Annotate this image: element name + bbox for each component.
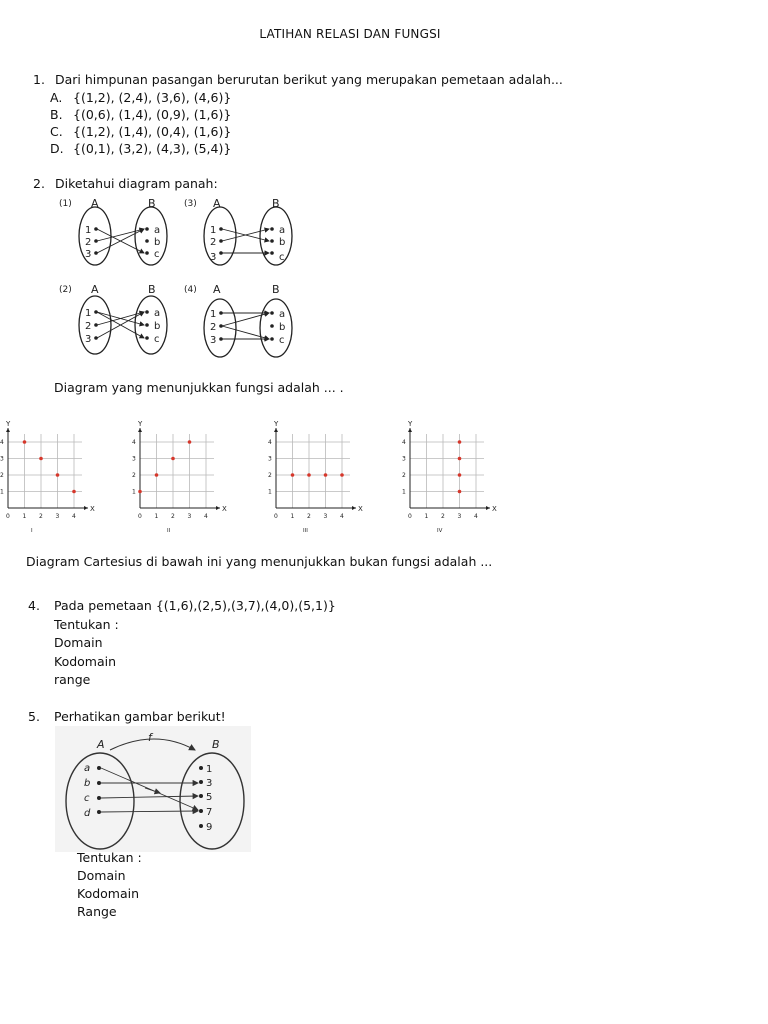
b-item: a: [154, 308, 161, 319]
q4-number: 4.: [28, 598, 40, 613]
arrow-diagram-1: [59, 197, 167, 265]
tick-label: 2: [268, 472, 272, 479]
cartesian-graph-4: [402, 420, 497, 534]
b-item: c: [154, 334, 160, 345]
b-item: c: [279, 252, 285, 263]
q1-option-c: {(1,2), (1,4), (0,4), (1,6)}: [73, 124, 232, 139]
graph-label: I: [31, 528, 33, 534]
a-item: 3: [210, 335, 217, 346]
q1-option-d-label: D.: [50, 141, 64, 156]
b-item: 1: [206, 764, 213, 775]
cartesian-graph-2: [132, 420, 227, 534]
tick-label: 4: [0, 439, 4, 446]
q2-text: Diketahui diagram panah:: [55, 176, 218, 191]
q1-option-b-label: B.: [50, 107, 63, 122]
function-figure: [55, 726, 251, 852]
b-item: a: [279, 225, 286, 236]
tick-label: 3: [268, 455, 272, 463]
q1-text: Dari himpunan pasangan berurutan berikut yang merupakan pemetaan adalah...: [55, 72, 563, 87]
tick-label: 2: [307, 513, 311, 520]
q3-question: Diagram Cartesius di bawah ini yang menunjukkan bukan fungsi adalah ...: [26, 554, 493, 569]
a-item: d: [84, 808, 91, 819]
tick-label: 2: [171, 513, 175, 520]
tick-label: 2: [132, 472, 136, 479]
tick-label: 2: [39, 513, 43, 520]
data-point: [188, 440, 192, 444]
q5-line: Kodomain: [77, 886, 140, 901]
tick-label: 4: [474, 513, 478, 520]
b-item: b: [279, 322, 286, 333]
set-b-label: B: [272, 197, 280, 210]
a-item: b: [84, 778, 91, 789]
tick-label: 0: [274, 513, 278, 520]
b-item: b: [154, 321, 161, 332]
data-point: [39, 457, 43, 461]
diagram-label: (2): [59, 285, 72, 295]
data-point: [458, 490, 462, 494]
q5-line: Range: [77, 904, 117, 919]
b-item: a: [154, 225, 161, 236]
axis-y-label: Y: [6, 420, 11, 428]
a-item: a: [84, 763, 91, 774]
a-item: 3: [85, 249, 92, 260]
a-item: c: [84, 793, 90, 804]
q4-text: Pada pemetaan {(1,6),(2,5),(3,7),(4,0),(5,1)}: [54, 598, 336, 613]
b-item: 9: [206, 822, 213, 833]
tick-label: 1: [22, 513, 27, 520]
q4-line: Kodomain: [54, 654, 117, 669]
arrow-diagrams: [55, 192, 305, 364]
q4-line: range: [54, 672, 91, 687]
tick-label: 1: [290, 513, 295, 520]
a-item: 1: [85, 308, 92, 319]
b-item: b: [154, 237, 161, 248]
tick-label: 1: [132, 488, 136, 496]
arrow-diagram-2: [59, 283, 167, 354]
data-point: [307, 473, 311, 477]
tick-label: 0: [138, 513, 142, 520]
a-item: 2: [210, 237, 217, 248]
q1-option-a-label: A.: [50, 90, 63, 105]
a-item: 2: [85, 321, 92, 332]
data-point: [155, 473, 159, 477]
axis-y-label: Y: [274, 420, 279, 428]
data-point: [72, 490, 76, 494]
axis-x-label: X: [492, 505, 497, 513]
tick-label: 3: [55, 513, 60, 520]
data-point: [291, 473, 295, 477]
cartesian-graph-3: [268, 420, 363, 534]
axis-y-label: Y: [408, 420, 413, 428]
q1-option-d: {(0,1), (3,2), (4,3), (5,4)}: [73, 141, 232, 156]
b-item: 5: [206, 792, 213, 803]
tick-label: 2: [402, 472, 406, 479]
data-point: [56, 473, 60, 477]
set-a-label: A: [91, 197, 99, 210]
cartesian-graph-1: [0, 420, 95, 534]
q5-text: Perhatikan gambar berikut!: [54, 709, 226, 724]
tick-label: 3: [132, 455, 136, 463]
b-item: a: [279, 309, 286, 320]
set-a-label: A: [91, 283, 99, 296]
axis-x-label: X: [90, 505, 95, 513]
q1-option-c-label: C.: [50, 124, 63, 139]
tick-label: 1: [154, 513, 159, 520]
q4-line: Domain: [54, 635, 103, 650]
diagram-label: (1): [59, 199, 72, 209]
a-item: 1: [210, 225, 217, 236]
tick-label: 1: [424, 513, 429, 520]
tick-label: 1: [0, 488, 4, 496]
a-item: 1: [85, 225, 92, 236]
q1-number: 1.: [33, 72, 45, 87]
q1-option-b: {(0,6), (1,4), (0,9), (1,6)}: [73, 107, 232, 122]
tick-label: 4: [268, 439, 272, 446]
b-item: 7: [206, 807, 213, 818]
q5-line: Domain: [77, 868, 126, 883]
cartesian-graphs: [0, 420, 520, 538]
set-b-label: B: [272, 283, 280, 296]
tick-label: 4: [132, 439, 136, 446]
axis-y-label: Y: [138, 420, 143, 428]
tick-label: 4: [402, 439, 406, 446]
tick-label: 0: [408, 513, 412, 520]
arrow-diagram-3: [184, 197, 292, 265]
tick-label: 2: [441, 513, 445, 520]
a-item: 2: [85, 237, 92, 248]
set-a-label: A: [213, 197, 221, 210]
page-title: LATIHAN RELASI DAN FUNGSI: [259, 27, 441, 41]
q5-number: 5.: [28, 709, 40, 724]
a-item: 1: [210, 309, 217, 320]
axis-x-label: X: [358, 505, 363, 513]
arrow-diagram-4: [184, 283, 292, 357]
tick-label: 1: [402, 488, 406, 496]
data-point: [458, 440, 462, 444]
tick-label: 2: [0, 472, 4, 479]
a-item: 3: [210, 252, 217, 263]
set-b-label: B: [212, 738, 220, 751]
tick-label: 1: [268, 488, 272, 496]
diagram-label: (4): [184, 285, 197, 295]
set-a-label: A: [97, 738, 105, 751]
q2-number: 2.: [33, 176, 45, 191]
q4-line: Tentukan :: [54, 617, 119, 632]
tick-label: 3: [402, 455, 406, 463]
tick-label: 3: [187, 513, 192, 520]
tick-label: 4: [340, 513, 344, 520]
data-point: [340, 473, 344, 477]
diagram-label: (3): [184, 199, 197, 209]
graph-label: II: [167, 528, 171, 534]
tick-label: 4: [204, 513, 208, 520]
data-point: [23, 440, 27, 444]
a-item: 3: [85, 334, 92, 345]
data-point: [138, 490, 142, 494]
data-point: [171, 457, 175, 461]
axis-x-label: X: [222, 505, 227, 513]
graph-label: III: [303, 528, 308, 534]
a-item: 2: [210, 322, 217, 333]
q2-question: Diagram yang menunjukkan fungsi adalah ... .: [54, 380, 344, 395]
b-item: c: [154, 249, 160, 260]
data-point: [458, 473, 462, 477]
q5-line: Tentukan :: [77, 850, 142, 865]
graph-label: IV: [437, 528, 443, 534]
set-b-label: B: [148, 283, 156, 296]
set-a-label: A: [213, 283, 221, 296]
b-item: b: [279, 237, 286, 248]
tick-label: 3: [0, 455, 4, 463]
tick-label: 3: [323, 513, 328, 520]
data-point: [324, 473, 328, 477]
function-label: f: [148, 731, 152, 744]
tick-label: 3: [457, 513, 462, 520]
q1-option-a: {(1,2), (2,4), (3,6), (4,6)}: [73, 90, 232, 105]
tick-label: 4: [72, 513, 76, 520]
set-b-label: B: [148, 197, 156, 210]
tick-label: 0: [6, 513, 10, 520]
b-item: 3: [206, 778, 213, 789]
data-point: [458, 457, 462, 461]
b-item: c: [279, 335, 285, 346]
